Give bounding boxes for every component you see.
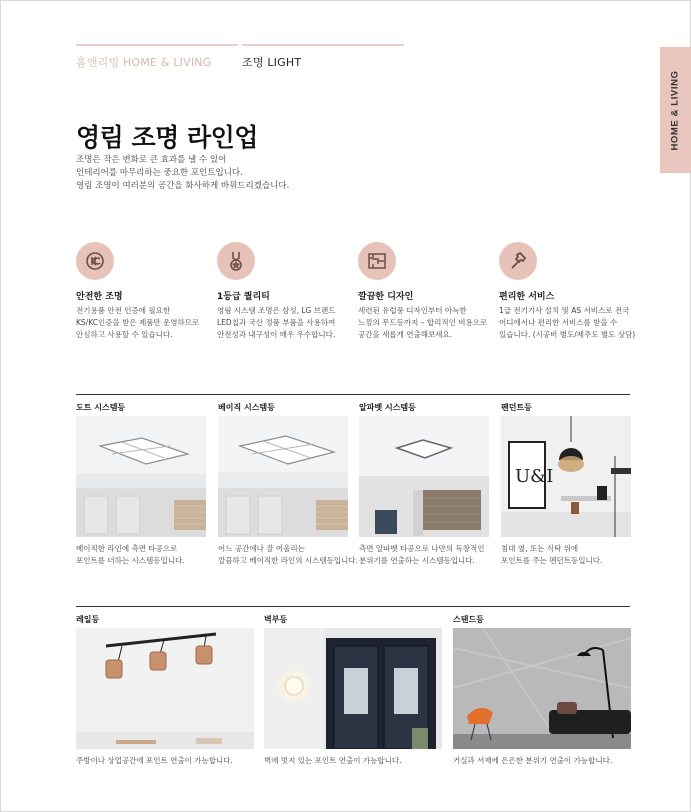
product-desc-line: 침대 옆, 또는 식탁 위에 xyxy=(501,544,579,553)
feature-desc xyxy=(217,305,358,341)
feature-desc xyxy=(358,305,499,341)
product-name: 레일등 xyxy=(76,615,100,624)
product-rail[interactable] xyxy=(76,614,264,767)
hammer-icon xyxy=(499,242,537,280)
feature-title: 편리한 서비스 xyxy=(499,292,555,302)
product-desc-line: 깔끔하고 베이직한 라인의 시스템등입니다. xyxy=(218,556,358,565)
feature-desc-line: 1급 전기기사 설치 및 AS 서비스로 전국 xyxy=(499,306,630,315)
feature-desc xyxy=(499,305,640,341)
feature-list xyxy=(76,242,640,341)
feature-service xyxy=(499,242,640,341)
product-pendant[interactable] xyxy=(501,402,631,567)
feature-desc-line: KS/KC인증을 받은 제품만 운영하므로 xyxy=(76,318,200,327)
product-desc-line: 베이직한 라인에 측면 타공으로 xyxy=(76,544,178,553)
feature-quality xyxy=(217,242,358,341)
svg-text:U&I: U&I xyxy=(515,466,554,487)
product-desc xyxy=(218,543,359,567)
feature-desc-line: LED칩과 국산 정품 부품을 사용하여 xyxy=(217,318,336,327)
product-row-system xyxy=(76,402,631,567)
product-desc xyxy=(76,755,264,767)
feature-desc xyxy=(76,305,217,341)
blueprint-icon xyxy=(358,242,396,280)
product-desc-line: 포인트를 주는 펜던트등입니다. xyxy=(501,556,603,565)
product-desc-line: 주방이나 상업공간에 포인트 연출이 가능합니다. xyxy=(76,756,233,765)
feature-desc-line: 어디에서나 편리한 서비스를 받을 수 xyxy=(499,318,618,327)
product-name: 베이직 시스템등 xyxy=(218,403,275,412)
feature-desc-line: 안전성과 내구성이 매우 우수합니다. xyxy=(217,330,336,339)
product-name: 펜던트등 xyxy=(501,403,532,412)
product-name: 도트 시스템등 xyxy=(76,403,126,412)
product-desc-line: 측면 알파벳 타공으로 나만의 독창적인 xyxy=(359,544,485,553)
medal-icon xyxy=(217,242,255,280)
product-dot-system[interactable] xyxy=(76,402,218,567)
product-name: 벽부등 xyxy=(264,615,288,624)
feature-desc-line: 안심하고 사용할 수 있습니다. xyxy=(76,330,173,339)
product-desc xyxy=(76,543,218,567)
intro-line: 인테리어를 마무리하는 중요한 포인트입니다. xyxy=(76,168,243,178)
product-desc-line: 분위기를 연출하는 시스템등입니다. xyxy=(359,556,475,565)
product-desc xyxy=(453,755,631,767)
product-photo xyxy=(76,416,206,537)
side-tab-label: HOME & LIVING xyxy=(670,69,682,151)
product-wall-lamp[interactable] xyxy=(264,614,453,767)
product-desc xyxy=(264,755,453,767)
product-stand[interactable] xyxy=(453,614,631,767)
product-name: 스탠드등 xyxy=(453,615,484,624)
tab-home-living[interactable]: 홈앤리빙 HOME & LIVING xyxy=(76,44,238,70)
feature-desc-line: 있습니다. (시공비 별도/제주도 별도 상담) xyxy=(499,330,636,339)
intro-line: 조명은 작은 변화로 큰 효과를 낼 수 있어 xyxy=(76,155,227,165)
feature-desc-line: 전기용품 안전 인증에 필요한 xyxy=(76,306,171,315)
feature-title: 안전한 조명 xyxy=(76,292,123,302)
feature-desc-line: 느낌의 무드등까지 – 합리적인 비용으로 xyxy=(358,318,488,327)
breadcrumb xyxy=(76,44,404,70)
product-desc xyxy=(359,543,501,567)
feature-desc-line: 공간을 새롭게 연출해보세요. xyxy=(358,330,453,339)
tab-light[interactable]: 조명 LIGHT xyxy=(242,44,404,70)
product-photo xyxy=(76,628,254,749)
feature-title: 1등급 퀄리티 xyxy=(217,292,270,302)
feature-desc-line: 영림 시스템 조명은 삼성, LG 브랜드 xyxy=(217,306,336,315)
product-desc-line: 어느 공간에나 잘 어울리는 xyxy=(218,544,305,553)
product-photo xyxy=(453,628,631,749)
product-basic-system[interactable] xyxy=(218,402,359,567)
feature-design xyxy=(358,242,499,341)
product-desc-line: 포인트를 더하는 시스템등입니다. xyxy=(76,556,185,565)
product-photo xyxy=(359,416,489,537)
side-section-tab xyxy=(660,47,691,173)
feature-desc-line: 세련된 유럽풍 디자인부터 아늑한 xyxy=(358,306,467,315)
product-alphabet-system[interactable] xyxy=(359,402,501,567)
product-row-accent xyxy=(76,614,631,767)
product-photo xyxy=(218,416,348,537)
kc-mark-icon xyxy=(76,242,114,280)
feature-safety xyxy=(76,242,217,341)
product-desc xyxy=(501,543,631,567)
product-photo xyxy=(264,628,442,749)
intro-line: 영림 조명이 여러분의 공간을 화사하게 바꿔드리겠습니다. xyxy=(76,181,290,191)
intro-text xyxy=(76,154,289,193)
page-title: 영림 조명 라인업 xyxy=(76,123,258,152)
product-desc-line: 벽에 멋지 있는 포인트 연출이 가능합니다. xyxy=(264,756,402,765)
product-photo xyxy=(501,416,631,537)
product-desc-line: 거실과 서재에 은은한 분위기 연출이 가능합니다. xyxy=(453,756,613,765)
product-name: 알파벳 시스템등 xyxy=(359,403,416,412)
section-divider xyxy=(76,606,630,607)
section-divider xyxy=(76,394,630,395)
feature-title: 깔끔한 디자인 xyxy=(358,292,414,302)
